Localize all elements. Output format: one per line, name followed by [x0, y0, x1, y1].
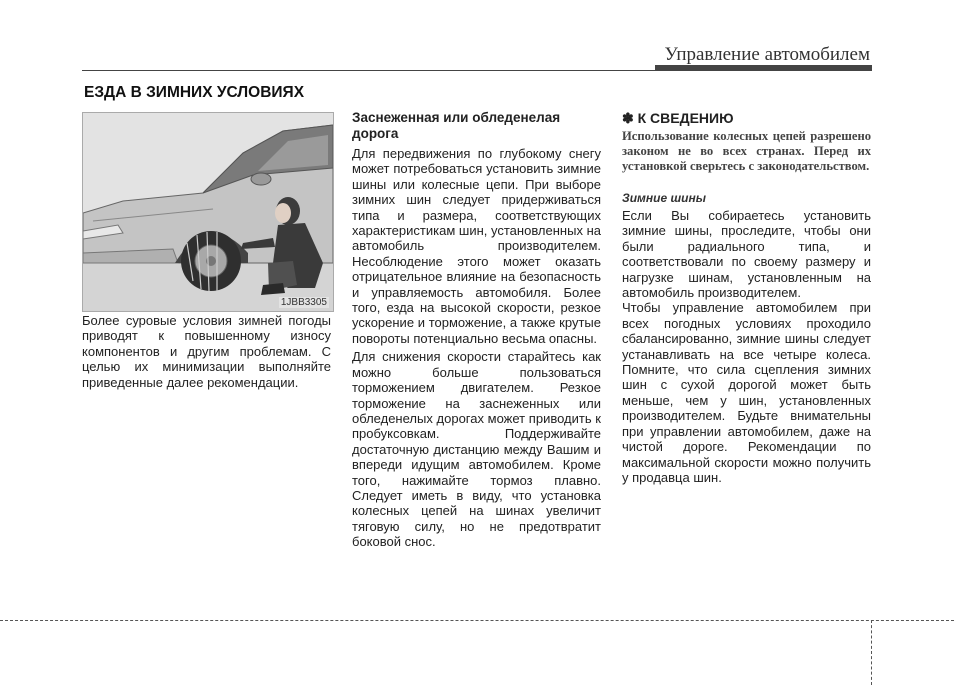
column-winter-tires: [622, 110, 871, 485]
note-text: Использование колесных цепей разрешено законом не во всех странах. Перед их установкой сверьтесь с законодательством.: [622, 129, 871, 174]
winter-tires-paragraph-1: Если Вы собираетесь установить зимние шины, проследите, чтобы они были радиального типа, и соответствовали по своему размеру и нагрузке шинам, установленным на автомобиль производителем.: [622, 208, 871, 301]
intro-paragraph: Более суровые условия зимней погоды приводят к повышенному износу компонентов и другим проблемам. С целью их минимизации выполняйте приведенные далее рекомендации.: [82, 313, 331, 390]
column-snowy-road: [352, 110, 601, 550]
page-cut-line-vertical: [871, 620, 872, 685]
figure-code: 1JBB3305: [280, 297, 327, 308]
header-rule-accent: [655, 65, 872, 71]
car-tire-chain-illustration: [83, 113, 333, 311]
section-title: ЕЗДА В ЗИМНИХ УСЛОВИЯХ: [84, 84, 305, 101]
illustration-figure: [82, 112, 334, 312]
snowy-road-paragraph-2: Для снижения скорости старайтесь как можно больше пользоваться торможением двигателем. Резкое торможение на заснеженных или обледенелых дорогах может приводить к пробуксовкам. Поддерживайте достаточную дистанцию между Вашим и впереди идущим автомобилем. Кроме того, нажимайте тормоз плавно. Следует иметь в виду, что установка колесных цепей на шинах увеличит тяговую силу, но не предотвратит боковой снос.: [352, 349, 601, 550]
winter-tires-heading: Зимние шины: [622, 190, 706, 205]
winter-tires-paragraph-2: Чтобы управление автомобилем при всех погодных условиях проходило сбалансированно, зимние шины следует устанавливать на все четыре колеса. Помните, что сила сцепления зимних шин с сухой дорогой может быть меньше, чем у шин, установленных производителем. Будьте внимательны при управлении автомобилем, даже на чистой дороге. Рекомендации по максимальной скорости можно получить у продавца шин.: [622, 300, 871, 485]
note-symbol-icon: ✽: [622, 110, 634, 126]
note-heading-label: К СВЕДЕНИЮ: [637, 110, 734, 126]
snowy-road-heading: Заснеженная или обледенелая дорога: [352, 110, 561, 141]
page-cut-line: [0, 620, 954, 621]
column-intro: [82, 313, 331, 390]
page-header-title: Управление автомобилем: [664, 44, 870, 65]
note-heading: [622, 110, 871, 127]
snowy-road-paragraph-1: Для передвижения по глубокому снегу может потребоваться установить зимние шины или колесные цепи. При выборе зимних шин следует придерживаться типа и размера, соответствующих характеристикам шин, установленных на автомобиль производителем. Несоблюдение этого может оказать отрицательное влияние на безопасность и управляемость автомобиля. Более того, езда на высокой скорости, резкое ускорение и торможение, а также крутые повороты потенциально весьма опасны.: [352, 146, 601, 346]
